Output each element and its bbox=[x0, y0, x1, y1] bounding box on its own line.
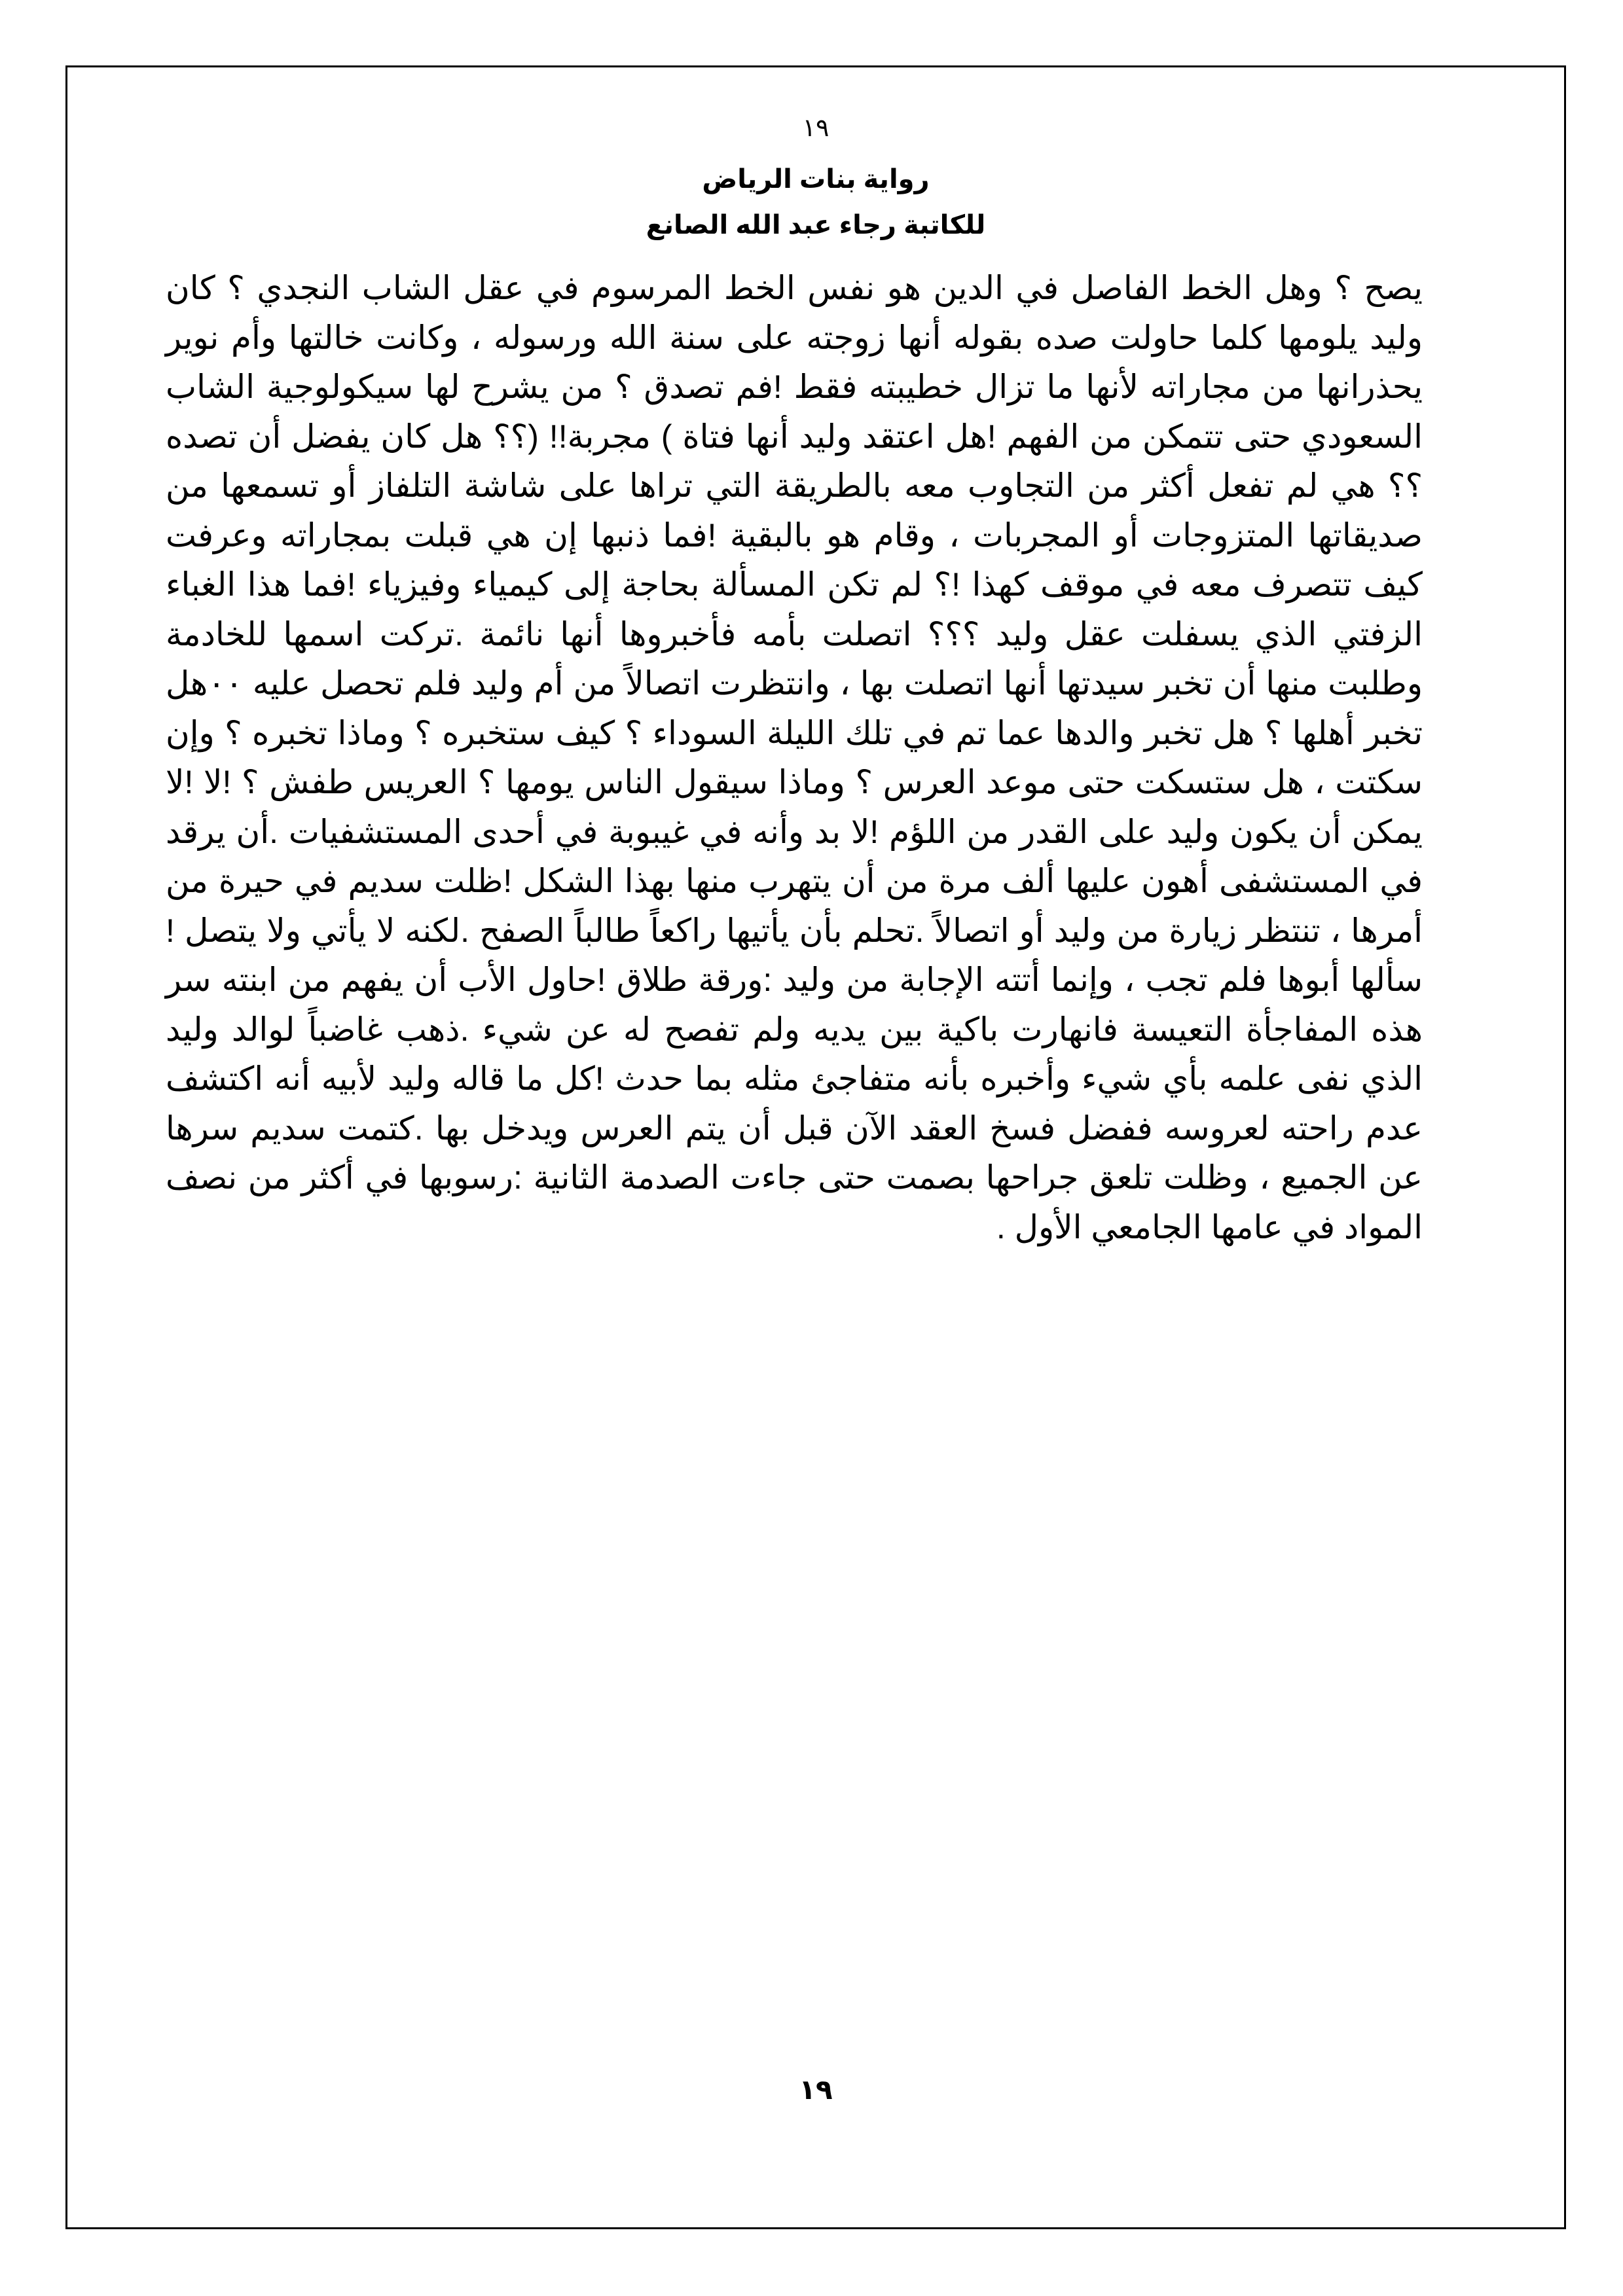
page-border bbox=[65, 65, 1566, 2229]
book-title: رواية بنات الرياض bbox=[702, 165, 930, 194]
body-paragraph: يصح ؟ وهل الخط الفاصل في الدين هو نفس الخط المرسوم في عقل الشاب النجدي ؟ كان وليد يلومها كلما حاولت صده بقوله أنها زوجته على سنة الله ورسوله ، وكانت خالتها وأم نوير يحذرانها من مجاراته لأنها ما تزال خطيبته فقط !فم تصدق ؟ من يشرح لها سيكولوجية الشاب السعودي حتى تتمكن من الفهم !هل اعتقد وليد أنها فتاة ) مجربة!! (؟؟ هل كان يفضل أن تصده ؟؟ هي لم تفعل أكثر من التجاوب معه بالطريقة التي تراها على شاشة التلفاز أو تسمعها من صديقاتها المتزوجات أو المجربات ، وقام هو بالبقية !فما ذنبها إن هي قبلت بمجاراته وعرفت كيف تتصرف معه في موقف كهذا !؟ لم تكن المسألة بحاجة إلى كيمياء وفيزياء !فما هذا الغباء الزفتي الذي يسفلت عقل وليد ؟؟؟ اتصلت بأمه فأخبروها أنها نائمة .تركت اسمها للخادمة وطلبت منها أن تخبر سيدتها أنها اتصلت بها ، وانتظرت اتصالاً من أم وليد فلم تحصل عليه ٠٠هل تخبر أهلها ؟ هل تخبر والدها عما تم في تلك الليلة السوداء ؟ كيف ستخبره ؟ وماذا تخبره ؟ وإن سكتت ، هل ستسكت حتى موعد العرس ؟ وماذا سيقول الناس يومها ؟ العريس طفش ؟ !لا !لا يمكن أن يكون وليد على القدر من اللؤم !لا بد وأنه في غيبوبة في أحدى المستشفيات .أن يرقد في المستشفى أهون عليها ألف مرة من أن يتهرب منها بهذا الشكل !ظلت سديم في حيرة من أمرها ، تنتظر زيارة من وليد أو اتصالاً .تحلم بأن يأتيها راكعاً طالباً الصفح .لكنه لا يأتي ولا يتصل !سألها أبوها فلم تجب ، وإنما أتته الإجابة من وليد :ورقة طلاق !حاول الأب أن يفهم من ابنته سر هذه المفاجأة التعيسة فانهارت باكية بين يديه ولم تفصح له عن شيء .ذهب غاضباً لوالد وليد الذي نفى علمه بأي شيء وأخبره بأنه متفاجئ مثله بما حدث !كل ما قاله وليد لأبيه أنه اكتشف عدم راحته لعروسه ففضل فسخ العقد الآن قبل أن يتم العرس ويدخل بها .كتمت سديم سرها عن الجميع ، وظلت تلعق جراحها بصمت حتى جاءت الصدمة الثانية :رسوبها في أكثر من نصف المواد في عامها الجامعي الأول . bbox=[166, 270, 1423, 1246]
page-number-bottom: ١٩ bbox=[799, 2074, 833, 2105]
page-number-top: ١٩ bbox=[802, 115, 830, 142]
author-line: للكاتبة رجاء عبد الله الصانع bbox=[646, 211, 986, 240]
